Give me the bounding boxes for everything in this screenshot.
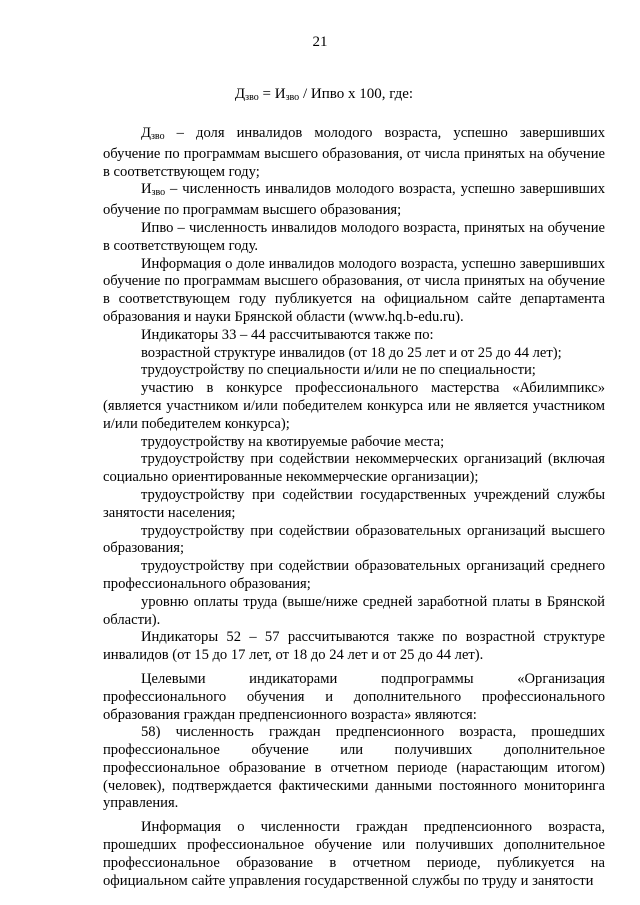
paragraph xyxy=(103,256,605,327)
paragraph xyxy=(103,594,605,630)
paragraph-text: Ипво – численность инвалидов молодого возраста, принятых на обучение в соответствующем году. xyxy=(103,219,605,254)
paragraph xyxy=(103,487,605,523)
body-text xyxy=(103,125,605,890)
formula-eq: = xyxy=(258,86,275,102)
formula-d-letter: Д xyxy=(234,86,246,102)
paragraph-text: участию в конкурсе профессионального мастерства «Абилимпикс» (является участником и/или победителем конкурса или не является участником и/или победителем конкурса); xyxy=(103,380,605,432)
paragraph xyxy=(103,523,605,559)
paragraph xyxy=(103,327,605,345)
formula-rest: / Ипво х 100, где: xyxy=(299,86,414,102)
paragraph-text: трудоустройству на квотируемые рабочие места; xyxy=(141,433,445,450)
paragraph xyxy=(103,558,605,594)
paragraph xyxy=(103,451,605,487)
paragraph-text: Информация о доле инвалидов молодого возраста, успешно завершивших обучение по программам высшего образования, от числа принятых на обучение в соответствующем году публикуется на официальном сайте департамента образования и науки Брянской области (www.hq.b-edu.ru). xyxy=(103,255,605,325)
paragraph xyxy=(103,220,605,256)
paragraph xyxy=(103,819,605,890)
paragraph xyxy=(103,181,605,220)
paragraph xyxy=(103,629,605,665)
paragraph-text: Индикаторы 52 – 57 рассчитываются также по возрастной структуре инвалидов (от 15 до 17 лет, от 18 до 24 лет и от 25 до 44 лет). xyxy=(103,629,605,664)
paragraph xyxy=(103,125,605,181)
paragraph xyxy=(103,724,605,813)
paragraph-text: трудоустройству при содействии образовательных организаций среднего профессионального образования; xyxy=(103,558,605,592)
paragraph xyxy=(103,671,605,724)
page-number: 21 xyxy=(312,34,328,50)
paragraph xyxy=(103,434,605,452)
paragraph xyxy=(103,362,605,380)
formula-i-sub: зво xyxy=(285,92,300,103)
paragraph-text: трудоустройству по специальности и/или не по специальности; xyxy=(141,362,536,379)
paragraph-text: трудоустройству при содействии некоммерческих организаций (включая социально ориентированные некоммерческие организации); xyxy=(103,451,605,486)
paragraph-symbol: И xyxy=(141,181,152,198)
paragraph-text: – численность инвалидов молодого возраста, успешно завершивших обучение по программам высшего образования; xyxy=(103,181,605,219)
paragraph-symbol-subscript: зво xyxy=(150,131,165,142)
paragraph-text: 58) численность граждан предпенсионного возраста, прошедших профессиональное обучение или получивших дополнительное профессиональное образование в отчетном периоде (нарастающим итогом) (человек), подтверждается фактическими данными постоянного мониторинга управления. xyxy=(103,724,605,812)
paragraph-text: Целевыми индикаторами подпрограммы «Организация профессионального обучения и дополнительного профессионального образования граждан предпенсионного возраста» являются: xyxy=(103,670,605,723)
formula-d-sub: зво xyxy=(245,92,259,103)
paragraph-text: уровню оплаты труда (выше/ниже средней заработной платы в Брянской области). xyxy=(103,593,605,628)
paragraph-symbol-subscript: зво xyxy=(151,187,166,199)
paragraph-text: – доля инвалидов молодого возраста, успешно завершивших обучение по программам высшего образования, от числа принятых на обучение в соответствующем году; xyxy=(103,125,605,180)
paragraph xyxy=(103,345,605,363)
formula xyxy=(0,86,640,103)
paragraph xyxy=(103,380,605,433)
paragraph-text: трудоустройству при содействии образовательных организаций высшего образования; xyxy=(103,522,605,557)
paragraph-symbol: Д xyxy=(141,125,151,141)
paragraph-text: трудоустройству при содействии государственных учреждений службы занятости населения; xyxy=(103,486,605,521)
paragraph-text: Информация о численности граждан предпенсионного возраста, прошедших профессиональное обучение или получивших дополнительное профессиональное образование в отчетном периоде, публикуется на официальном сайте управления государственной службы по труду и занятости xyxy=(103,819,605,889)
paragraph-text: Индикаторы 33 – 44 рассчитываются также по: xyxy=(141,326,434,343)
formula-i-letter: И xyxy=(274,86,286,102)
paragraph-text: возрастной структуре инвалидов (от 18 до 25 лет и от 25 до 44 лет); xyxy=(141,344,562,361)
